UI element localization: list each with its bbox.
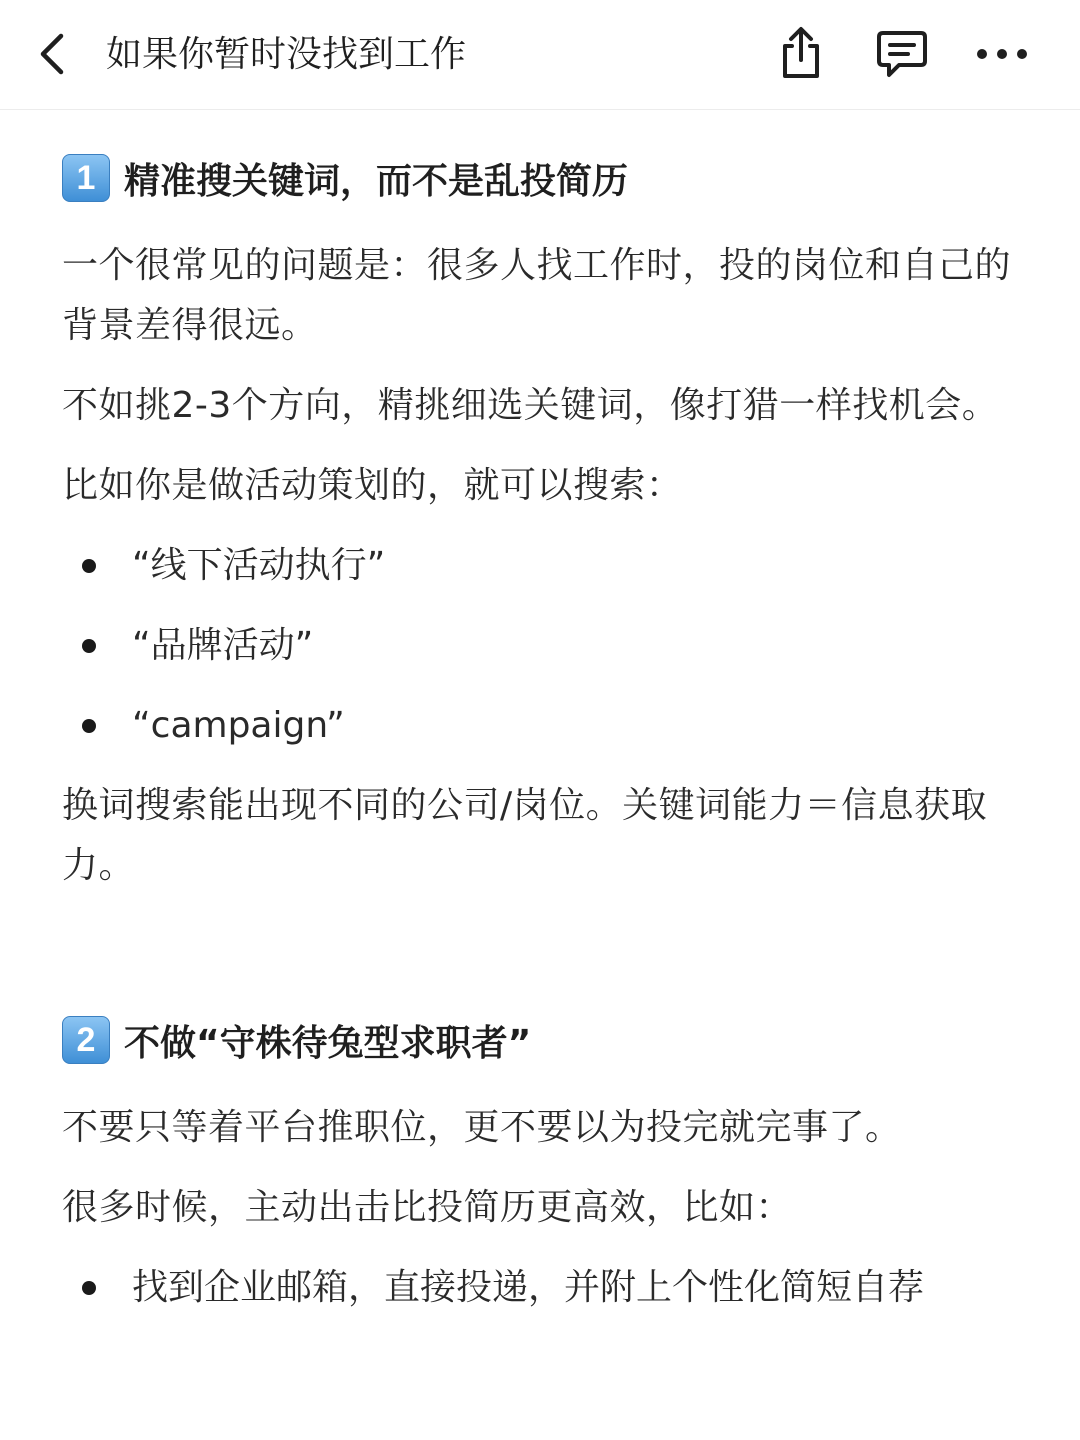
share-icon — [776, 26, 826, 82]
section-title: 精准搜关键词，而不是乱投简历 — [124, 160, 629, 202]
comment-button[interactable] — [874, 26, 930, 82]
list-item-text: 找到企业邮箱，直接投递，并附上个性化简短自荐 — [132, 1267, 925, 1308]
comment-icon — [875, 27, 929, 81]
list-item — [62, 536, 1022, 596]
number-badge: 1 — [62, 154, 110, 202]
bullet-dot-icon — [82, 639, 96, 653]
paragraph: 很多时候，主动出击比投简历更高效，比如： — [62, 1187, 793, 1228]
list-item — [62, 616, 1022, 676]
section-heading — [62, 140, 1022, 216]
article-content — [62, 140, 1022, 1338]
list-item — [62, 696, 1022, 756]
section-heading — [62, 1002, 1022, 1078]
share-button[interactable] — [773, 26, 829, 82]
bullet-dot-icon — [82, 559, 96, 573]
list-item-text: “campaign” — [132, 705, 345, 746]
back-button[interactable] — [30, 28, 74, 80]
paragraph: 一个很常见的问题是：很多人找工作时，投的岗位和自己的背景差得很远。 — [62, 245, 1012, 346]
paragraph: 不要只等着平台推职位，更不要以为投完就完事了。 — [62, 1107, 902, 1148]
bullet-dot-icon — [82, 1281, 96, 1295]
bullet-dot-icon — [82, 719, 96, 733]
list-item-text: “品牌活动” — [132, 625, 314, 666]
page-title: 如果你暂时没找到工作 — [106, 34, 467, 75]
section-title: 不做“守株待兔型求职者” — [124, 1022, 532, 1064]
keyword-list — [62, 536, 1022, 756]
paragraph: 不如挑2-3个方向，精挑细选关键词，像打猎一样找机会。 — [62, 385, 999, 426]
more-icon — [974, 44, 1030, 64]
list-item — [62, 1258, 1022, 1318]
paragraph: 比如你是做活动策划的，就可以搜索： — [62, 465, 683, 506]
number-badge: 2 — [62, 1016, 110, 1064]
paragraph: 换词搜索能出现不同的公司/岗位。关键词能力＝信息获取力。 — [62, 785, 988, 886]
list-item-text: “线下活动执行” — [132, 545, 386, 586]
top-nav-bar — [0, 0, 1080, 110]
more-button[interactable] — [974, 26, 1030, 82]
method-list — [62, 1258, 1022, 1318]
chevron-left-icon — [37, 32, 67, 76]
